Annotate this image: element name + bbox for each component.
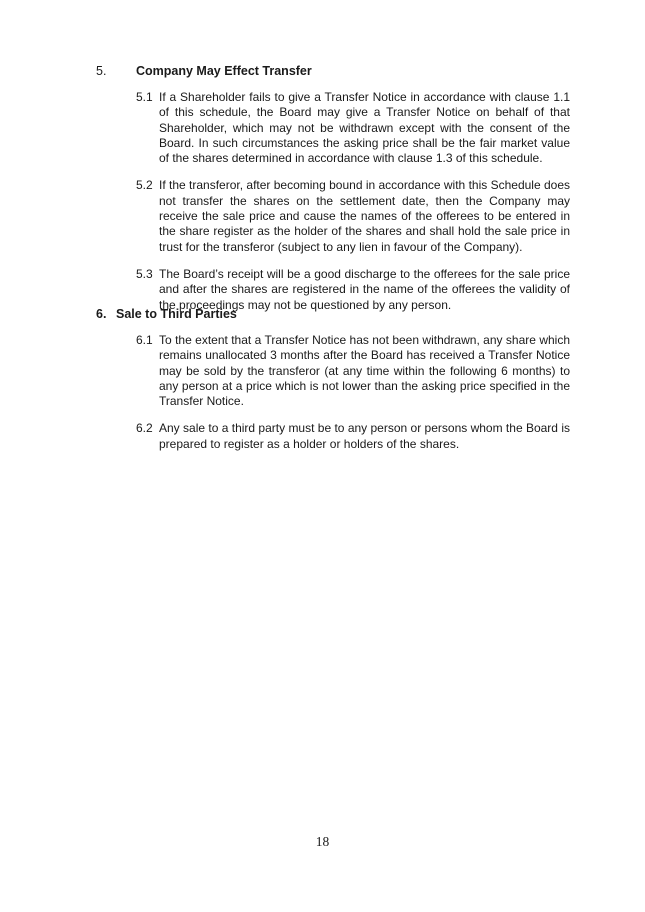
clause-text: If a Shareholder fails to give a Transfer Notice in accordance with clause 1.1 of this schedule, the Board may give a Transfer Notice on behalf of that Shareholder, which may not be withdrawn except with the consent of the Board. In such circumstances the asking price shall be the fair market value of the shares determined in accordance with clause 1.3 of this schedule.: [159, 90, 570, 166]
clause-5-1: [0, 90, 645, 166]
clause-text: To the extent that a Transfer Notice has not been withdrawn, any share which remains unallocated 3 months after the Board has received a Transfer Notice may be sold by the transferor (at any time within the following 6 months) to any person at a price which is not lower than the asking price specified in the Transfer Notice.: [159, 333, 570, 409]
section-title: Sale to Third Parties: [116, 307, 237, 321]
section-number: 5.: [96, 64, 107, 78]
section-title: Company May Effect Transfer: [136, 64, 312, 78]
clause-number: 6.1: [136, 333, 153, 347]
clause-6-2: [0, 421, 645, 452]
section-6: [0, 305, 645, 452]
section-number: 6.: [96, 307, 107, 321]
clause-number: 5.1: [136, 90, 153, 104]
clause-6-1: [0, 333, 645, 409]
page-number: 18: [315, 834, 330, 849]
section-heading: [0, 305, 645, 323]
clause-text: The Board’s receipt will be a good discharge to the offerees for the sale price and after the shares are registered in the name of the offerees the validity of the proceedings may not be questioned by any person.: [159, 266, 570, 312]
clause-text: Any sale to a third party must be to any person or persons whom the Board is prepared to register as a holder or holders of the shares.: [159, 421, 570, 451]
clause-number: 6.2: [136, 421, 153, 436]
section-heading: [0, 62, 645, 80]
clause-text: If the transferor, after becoming bound in accordance with this Schedule does not transfer the shares on the settlement date, then the Company may receive the sale price and cause the names of the offerees to be entered in the share register as the holder of the shares and shall hold the sale price in trust for the transferor (subject to any lien in favour of the Company).: [159, 178, 570, 254]
clause-number: 5.2: [136, 178, 153, 193]
section-5: [0, 62, 645, 313]
clause-5-2: [0, 178, 645, 254]
clause-number: 5.3: [136, 266, 153, 281]
